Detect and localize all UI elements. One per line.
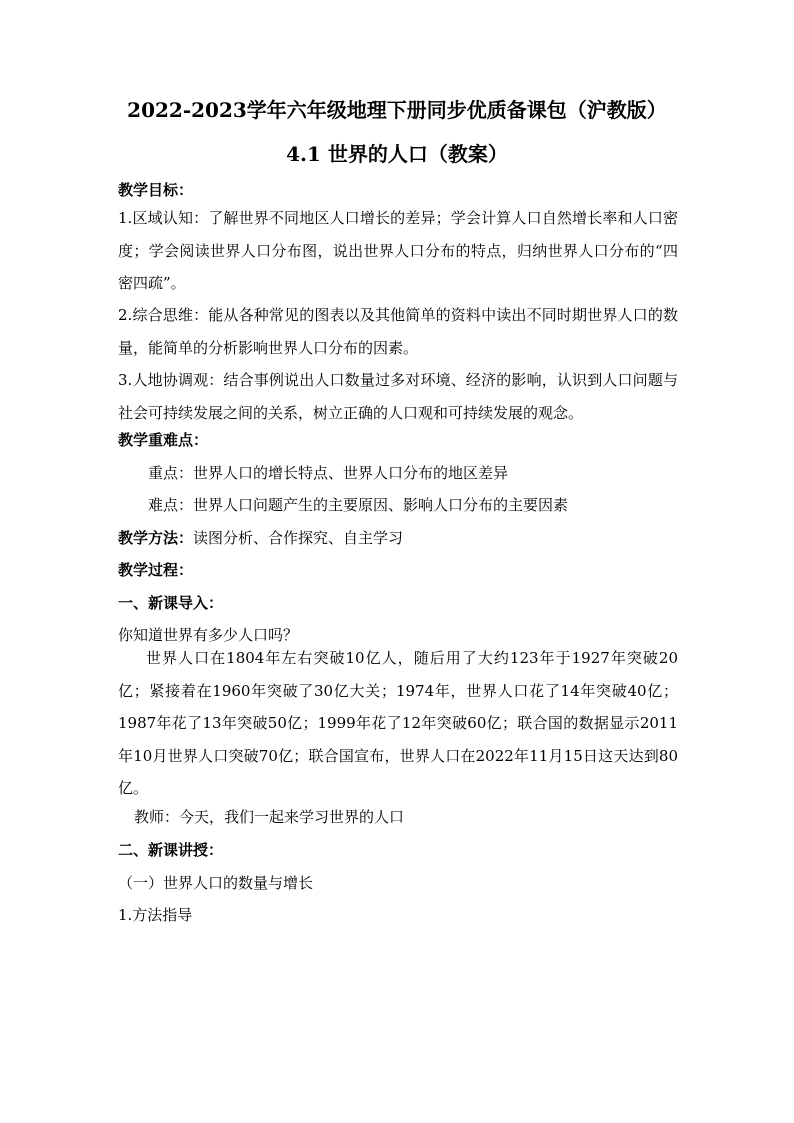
intro-question: 你知道世界有多少人口吗？: [118, 626, 299, 644]
key-point: 重点：世界人口的增长特点、世界人口分布的地区差异: [148, 464, 509, 482]
intro-paragraph: 世界人口在1804年左右突破10亿人，随后用了大约123年于1927年突破20亿；紧接着在1960年突破了30亿大关；1974年，世界人口花了14年突破40亿；1987年花了13年突破50亿；1999年花了12年突破60亿；联合国的数据显示2011年10月世界人口突破70亿；联合国宣布，世界人口在2022年11月15日这天达到80亿。: [118, 649, 678, 798]
objective-2: 2.综合思维：能从各种常见的图表以及其他简单的资料中读出不同时期世界人口的数量，能简单的分析影响世界人口分布的因素。: [118, 306, 678, 357]
key-points-heading: 教学重难点：: [118, 431, 209, 449]
subsection1-heading: （一）世界人口的数量与增长: [118, 874, 314, 892]
teacher-line: 教师：今天，我们一起来学习世界的人口: [134, 808, 405, 826]
objective-3: 3.人地协调观：结合事例说出人口数量过多对环境、经济的影响，认识到人口问题与社会可持续发展之间的关系，树立正确的人口观和可持续发展的观念。: [118, 371, 678, 422]
document-subtitle: 4.1 世界的人口（教案）: [286, 142, 508, 166]
section2-heading: 二、新课讲授：: [118, 841, 224, 859]
objective-1: 1.区域认知：了解世界不同地区人口增长的差异；学会计算人口自然增长率和人口密度；学会阅读世界人口分布图，说出世界人口分布的特点，归纳世界人口分布的“四密四疏”。: [118, 209, 678, 293]
document-title: 2022-2023学年六年级地理下册同步优质备课包（沪教版）: [127, 98, 667, 122]
objectives-heading: 教学目标：: [118, 181, 194, 199]
teaching-methods: [118, 528, 403, 548]
methods-text: 读图分析、合作探究、自主学习: [193, 529, 404, 547]
methods-label: 教学方法：: [118, 529, 194, 547]
section1-heading: 一、新课导入：: [118, 594, 224, 612]
difficult-point: 难点：世界人口问题产生的主要原因、影响人口分布的主要因素: [148, 496, 569, 514]
item1-heading: 1.方法指导: [118, 906, 193, 924]
process-heading: 教学过程：: [118, 561, 194, 579]
